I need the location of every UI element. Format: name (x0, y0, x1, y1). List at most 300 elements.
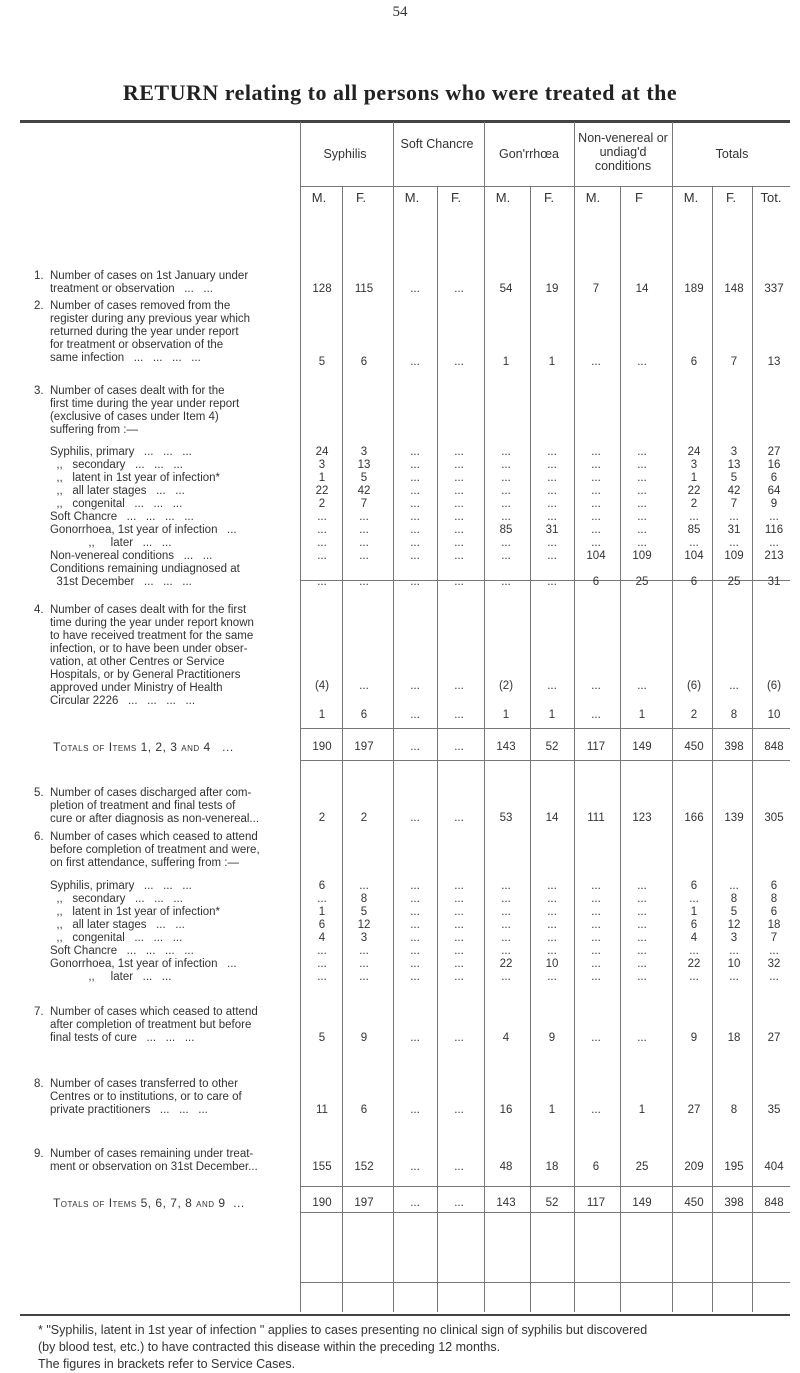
table-cell: 54 (499, 283, 513, 295)
table-cell: 22 (687, 485, 701, 497)
table-cell: ... (689, 971, 699, 983)
table-cell: ... (410, 919, 420, 931)
table-cell: 32 (767, 958, 781, 970)
table-cell: ... (501, 498, 511, 510)
table-cell: ... (501, 919, 511, 931)
table-cell: ... (410, 524, 420, 536)
table-cell: ... (410, 511, 420, 523)
table-cell: ... (689, 945, 699, 957)
footnote-line: (by blood test, etc.) to have contracted this disease within the preceding 12 months. (38, 1340, 501, 1354)
table-cell: 24 (315, 446, 329, 458)
table-cell: 27 (767, 1032, 781, 1044)
table-cell: ... (769, 945, 779, 957)
table-cell: ... (637, 880, 647, 892)
table-cell: 18 (545, 1161, 559, 1173)
row-label: Soft Chancre ... ... ... ... (34, 945, 194, 957)
table-cell: ... (689, 511, 699, 523)
table-cell: ... (410, 446, 420, 458)
table-cell: ... (591, 680, 601, 692)
table-cell: ... (547, 919, 557, 931)
sub-header: M. (495, 190, 511, 205)
row-label-cont: suffering from :— (34, 424, 138, 436)
row-label-cont: 31st December ... ... ... (34, 576, 192, 588)
table-cell: ... (591, 446, 601, 458)
table-cell: 27 (767, 446, 781, 458)
table-cell: ... (547, 459, 557, 471)
table-cell: ... (410, 498, 420, 510)
table-cell: ... (591, 459, 601, 471)
table-cell: ... (729, 511, 739, 523)
table-cell: 398 (724, 1197, 744, 1209)
table-cell: ... (547, 880, 557, 892)
row-label-cont: same infection ... ... ... ... (34, 352, 201, 364)
table-cell: ... (410, 945, 420, 957)
table-cell: ... (454, 511, 464, 523)
row-label: ,, latent in 1st year of infection* (34, 906, 221, 918)
table-cell: 109 (724, 550, 744, 562)
table-cell: ... (591, 537, 601, 549)
table-cell: ... (454, 576, 464, 588)
table-cell: ... (729, 971, 739, 983)
page-number: 54 (392, 4, 408, 20)
row-label: Totals of Items 1, 2, 3 and 4 ... (34, 740, 234, 754)
table-cell: ... (410, 932, 420, 944)
table-cell: ... (547, 893, 557, 905)
page-title: RETURN relating to all persons who were treated at the (122, 80, 678, 105)
row-label: ,, all later stages ... ... (34, 485, 185, 497)
table-cell: ... (729, 880, 739, 892)
table-cell: ... (547, 971, 557, 983)
table-cell: ... (359, 550, 369, 562)
table-cell: ... (410, 550, 420, 562)
table-cell: 6 (592, 1161, 600, 1173)
table-cell: ... (591, 971, 601, 983)
table-cell: 18 (767, 919, 781, 931)
sub-header: F. (725, 190, 737, 205)
table-cell: ... (410, 958, 420, 970)
table-cell: ... (547, 511, 557, 523)
table-cell: ... (501, 906, 511, 918)
table-cell: ... (454, 356, 464, 368)
table-cell: 13 (767, 356, 781, 368)
row-label: 8. Number of cases transferred to other (34, 1078, 238, 1090)
table-cell: ... (637, 472, 647, 484)
table-cell: 109 (632, 550, 652, 562)
table-cell: 52 (545, 741, 559, 753)
table-cell: ... (501, 459, 511, 471)
table-cell: 27 (687, 1104, 701, 1116)
table-cell: 189 (684, 283, 704, 295)
table-cell: ... (501, 472, 511, 484)
table-cell: ... (454, 1197, 464, 1209)
table-cell: ... (317, 893, 327, 905)
table-cell: 6 (690, 880, 698, 892)
totals-rule (300, 1186, 790, 1187)
sub-header: M. (683, 190, 699, 205)
sub-header: M. (311, 190, 327, 205)
table-cell: ... (547, 537, 557, 549)
table-cell: 19 (545, 283, 559, 295)
row-label-cont: time during the year under report known (34, 617, 254, 629)
table-cell: 24 (687, 446, 701, 458)
table-cell: 2 (360, 812, 368, 824)
table-cell: ... (410, 812, 420, 824)
table-cell: 52 (545, 1197, 559, 1209)
table-cell: ... (317, 971, 327, 983)
table-cell: (4) (314, 680, 330, 692)
table-cell: ... (454, 709, 464, 721)
table-cell: 7 (730, 498, 738, 510)
totals-rule (300, 1212, 790, 1213)
table-cell: 6 (318, 880, 326, 892)
totals-rule (300, 728, 790, 729)
table-cell: ... (454, 283, 464, 295)
table-cell: 13 (727, 459, 741, 471)
table-cell: 450 (684, 1197, 704, 1209)
table-cell: ... (454, 537, 464, 549)
table-cell: 6 (770, 880, 778, 892)
table-cell: 6 (690, 919, 698, 931)
table-cell: ... (410, 906, 420, 918)
table-cell: 9 (360, 1032, 368, 1044)
footnote-line: * "Syphilis, latent in 1st year of infection " applies to cases presenting no clinical sign of syphilis but discovered (38, 1323, 648, 1337)
row-label-cont: infection, or to have been under obser- (34, 643, 248, 655)
table-cell: 117 (586, 741, 606, 753)
row-label: ,, all later stages ... ... (34, 919, 185, 931)
table-cell: ... (637, 485, 647, 497)
table-cell: 48 (499, 1161, 513, 1173)
table-cell: ... (410, 709, 420, 721)
table-cell: ... (637, 958, 647, 970)
row-label: Totals of Items 5, 6, 7, 8 and 9 ... (34, 1196, 245, 1210)
table-cell: ... (591, 485, 601, 497)
table-cell: ... (410, 741, 420, 753)
table-cell: 6 (360, 356, 368, 368)
table-cell: 1 (318, 709, 326, 721)
table-cell: ... (454, 524, 464, 536)
table-cell: 209 (684, 1161, 704, 1173)
table-cell: ... (410, 485, 420, 497)
row-label-cont: Circular 2226 ... ... ... ... (34, 695, 196, 707)
table-cell: 404 (764, 1161, 784, 1173)
table-cell: 3 (690, 459, 698, 471)
table-cell: 213 (764, 550, 784, 562)
row-label: ,, later ... ... (34, 971, 172, 983)
table-cell: 22 (315, 485, 329, 497)
table-cell: ... (591, 356, 601, 368)
table-cell: ... (454, 932, 464, 944)
row-label: 4. Number of cases dealt with for the first (34, 604, 247, 616)
table-cell: ... (769, 971, 779, 983)
table-cell: 31 (767, 576, 781, 588)
table-cell: ... (501, 537, 511, 549)
table-cell: 116 (764, 524, 784, 536)
table-cell: 4 (690, 932, 698, 944)
table-cell: 85 (687, 524, 701, 536)
table-cell: ... (359, 945, 369, 957)
table-cell: ... (591, 880, 601, 892)
table-cell: ... (501, 576, 511, 588)
row-label-cont: Hospitals, or by General Practitioners (34, 669, 241, 681)
totals-rule (300, 760, 790, 761)
row-label: 2. Number of cases removed from the (34, 300, 231, 312)
table-cell: 3 (730, 932, 738, 944)
table-cell: ... (410, 1161, 420, 1173)
table-cell: ... (547, 576, 557, 588)
row-label: Syphilis, primary ... ... ... (34, 880, 192, 892)
row-label-cont: treatment or observation ... ... (34, 283, 213, 295)
sub-header: M. (585, 190, 601, 205)
table-cell: 195 (724, 1161, 744, 1173)
table-cell: 4 (318, 932, 326, 944)
table-cell: ... (547, 472, 557, 484)
table-cell: ... (591, 958, 601, 970)
table-cell: 1 (548, 356, 556, 368)
table-cell: 1 (502, 356, 510, 368)
table-cell: 25 (635, 576, 649, 588)
table-cell: ... (501, 932, 511, 944)
row-label-cont: after completion of treatment but before (34, 1019, 252, 1031)
table-cell: ... (454, 919, 464, 931)
table-cell: ... (359, 680, 369, 692)
table-cell: 7 (360, 498, 368, 510)
table-cell: ... (359, 958, 369, 970)
row-label: ,, congenital ... ... ... (34, 932, 183, 944)
table-cell: ... (410, 356, 420, 368)
table-cell: 148 (724, 283, 744, 295)
table-cell: (6) (766, 680, 782, 692)
table-cell: 128 (312, 283, 332, 295)
table-cell: 6 (690, 576, 698, 588)
table-cell: 5 (318, 356, 326, 368)
table-cell: ... (591, 893, 601, 905)
row-label-cont: for treatment or observation of the (34, 339, 224, 351)
row-label: 3. Number of cases dealt with for the (34, 385, 225, 397)
table-cell: ... (454, 1032, 464, 1044)
table-cell: 5 (730, 906, 738, 918)
table-cell: ... (547, 680, 557, 692)
table-cell: (2) (498, 680, 514, 692)
row-label-cont: Centres or to institutions, or to care of (34, 1091, 242, 1103)
table-cell: ... (410, 576, 420, 588)
table-cell: 139 (724, 812, 744, 824)
table-cell: 31 (545, 524, 559, 536)
table-cell: 2 (318, 812, 326, 824)
table-cell: 25 (635, 1161, 649, 1173)
table-cell: 2 (690, 498, 698, 510)
table-cell: ... (689, 893, 699, 905)
table-cell: 3 (360, 446, 368, 458)
table-cell: 64 (767, 485, 781, 497)
table-cell: ... (591, 945, 601, 957)
sub-header: Tot. (760, 190, 782, 205)
table-cell: ... (769, 537, 779, 549)
table-cell: 5 (730, 472, 738, 484)
group-header-gonorrhoea: Gon'rrhœa (498, 147, 560, 161)
table-cell: ... (454, 945, 464, 957)
table-cell: ... (637, 893, 647, 905)
table-cell: ... (547, 550, 557, 562)
table-cell: 149 (632, 1197, 652, 1209)
table-cell: 35 (767, 1104, 781, 1116)
table-cell: ... (547, 446, 557, 458)
table-cell: 14 (635, 283, 649, 295)
row-label: ,, congenital ... ... ... (34, 498, 183, 510)
row-label: 6. Number of cases which ceased to attend (34, 831, 258, 843)
table-cell: 6 (318, 919, 326, 931)
table-cell: 7 (730, 356, 738, 368)
table-cell: 1 (548, 1104, 556, 1116)
table-cell: ... (454, 446, 464, 458)
row-label: 5. Number of cases discharged after com- (34, 787, 252, 799)
row-label: Soft Chancre ... ... ... ... (34, 511, 194, 523)
table-cell: ... (317, 550, 327, 562)
table-cell: ... (501, 945, 511, 957)
table-cell: 9 (770, 498, 778, 510)
table-cell: 4 (502, 1032, 510, 1044)
table-cell: ... (637, 932, 647, 944)
table-cell: 53 (499, 812, 513, 824)
row-label-cont: first time during the year under report (34, 398, 240, 410)
table-cell: 1 (690, 906, 698, 918)
table-cell: ... (454, 906, 464, 918)
table-cell: 6 (770, 472, 778, 484)
table-cell: 450 (684, 741, 704, 753)
table-cell: 12 (357, 919, 371, 931)
table-cell: 6 (690, 356, 698, 368)
table-cell: 8 (360, 893, 368, 905)
table-cell: ... (547, 932, 557, 944)
table-cell: 152 (354, 1161, 374, 1173)
row-label-cont: to have received treatment for the same (34, 630, 254, 642)
table-cell: ... (547, 498, 557, 510)
table-cell: 12 (727, 919, 741, 931)
table-cell: 1 (690, 472, 698, 484)
table-cell: 3 (318, 459, 326, 471)
table-cell: ... (729, 680, 739, 692)
table-cell: ... (359, 524, 369, 536)
row-label: ,, secondary ... ... ... (34, 459, 183, 471)
row-label: 7. Number of cases which ceased to attend (34, 1006, 258, 1018)
sub-header: M. (404, 190, 420, 205)
table-cell: ... (410, 459, 420, 471)
table-cell: 8 (730, 893, 738, 905)
table-cell: ... (591, 511, 601, 523)
table-cell: 8 (770, 893, 778, 905)
table-cell: ... (454, 1161, 464, 1173)
table-cell: 8 (730, 709, 738, 721)
table-cell: ... (410, 1032, 420, 1044)
table-cell: ... (591, 1104, 601, 1116)
table-cell: 10 (545, 958, 559, 970)
sub-header: F (635, 190, 643, 205)
table-cell: ... (454, 880, 464, 892)
table-cell: 117 (586, 1197, 606, 1209)
table-cell: 3 (360, 932, 368, 944)
table-cell: ... (591, 932, 601, 944)
table-cell: 10 (767, 709, 781, 721)
table-cell: ... (591, 906, 601, 918)
table-cell: ... (501, 446, 511, 458)
row-label: ,, secondary ... ... ... (34, 893, 183, 905)
table-cell: (6) (686, 680, 702, 692)
table-cell: 5 (318, 1032, 326, 1044)
row-label: 9. Number of cases remaining under treat- (34, 1148, 254, 1160)
row-label: Gonorrhoea, 1st year of infection ... (34, 524, 237, 536)
table-cell: 104 (586, 550, 606, 562)
row-label: Non-venereal conditions ... ... (34, 550, 213, 562)
row-label-cont: pletion of treatment and final tests of (34, 800, 236, 812)
table-cell: 1 (502, 709, 510, 721)
table-cell: 104 (684, 550, 704, 562)
row-label-cont: private practitioners ... ... ... (34, 1104, 208, 1116)
row-label: Gonorrhoea, 1st year of infection ... (34, 958, 237, 970)
table-cell: ... (591, 498, 601, 510)
row-label-cont: vation, at other Centres or Service (34, 656, 225, 668)
row-label-cont: cure or after diagnosis as non-venereal... (34, 813, 260, 825)
table-cell: ... (637, 498, 647, 510)
row-label: ,, latent in 1st year of infection* (34, 472, 221, 484)
table-cell: 848 (764, 741, 784, 753)
table-cell: ... (454, 680, 464, 692)
table-cell: ... (359, 880, 369, 892)
table-cell: 197 (354, 1197, 374, 1209)
table-cell: 22 (687, 958, 701, 970)
table-cell: 16 (767, 459, 781, 471)
table-cell: ... (317, 945, 327, 957)
sub-header: F. (355, 190, 367, 205)
table-cell: 155 (312, 1161, 332, 1173)
table-cell: ... (637, 459, 647, 471)
table-cell: ... (637, 971, 647, 983)
row-label-cont: (exclusive of cases under Item 4) (34, 411, 219, 423)
table-cell: ... (637, 446, 647, 458)
table-cell: ... (637, 511, 647, 523)
table-cell: 143 (496, 1197, 516, 1209)
table-cell: ... (410, 893, 420, 905)
table-cell: 848 (764, 1197, 784, 1209)
table-cell: ... (729, 537, 739, 549)
table-cell: 1 (638, 709, 646, 721)
table-cell: 190 (312, 741, 332, 753)
table-cell: ... (637, 356, 647, 368)
table-cell: 8 (730, 1104, 738, 1116)
row-label-cont: returned during the year under report (34, 326, 239, 338)
row-label-cont: before completion of treatment and were, (34, 844, 260, 856)
row-label-cont: approved under Ministry of Health (34, 682, 223, 694)
table-cell: ... (547, 485, 557, 497)
table-cell: 190 (312, 1197, 332, 1209)
table-cell: 337 (764, 283, 784, 295)
table-cell: ... (501, 485, 511, 497)
table-cell: 166 (684, 812, 704, 824)
table-cell: ... (547, 906, 557, 918)
sub-header: F. (543, 190, 555, 205)
table-cell: ... (501, 550, 511, 562)
table-cell: ... (591, 919, 601, 931)
table-cell: 398 (724, 741, 744, 753)
table-cell: 7 (770, 932, 778, 944)
table-cell: 14 (545, 812, 559, 824)
sub-header: F. (450, 190, 462, 205)
table-cell: 111 (587, 812, 605, 824)
table-cell: 18 (727, 1032, 741, 1044)
table-cell: 197 (354, 741, 374, 753)
table-cell: ... (359, 971, 369, 983)
table-cell: ... (591, 472, 601, 484)
table-cell: 6 (360, 709, 368, 721)
table-cell: ... (637, 680, 647, 692)
